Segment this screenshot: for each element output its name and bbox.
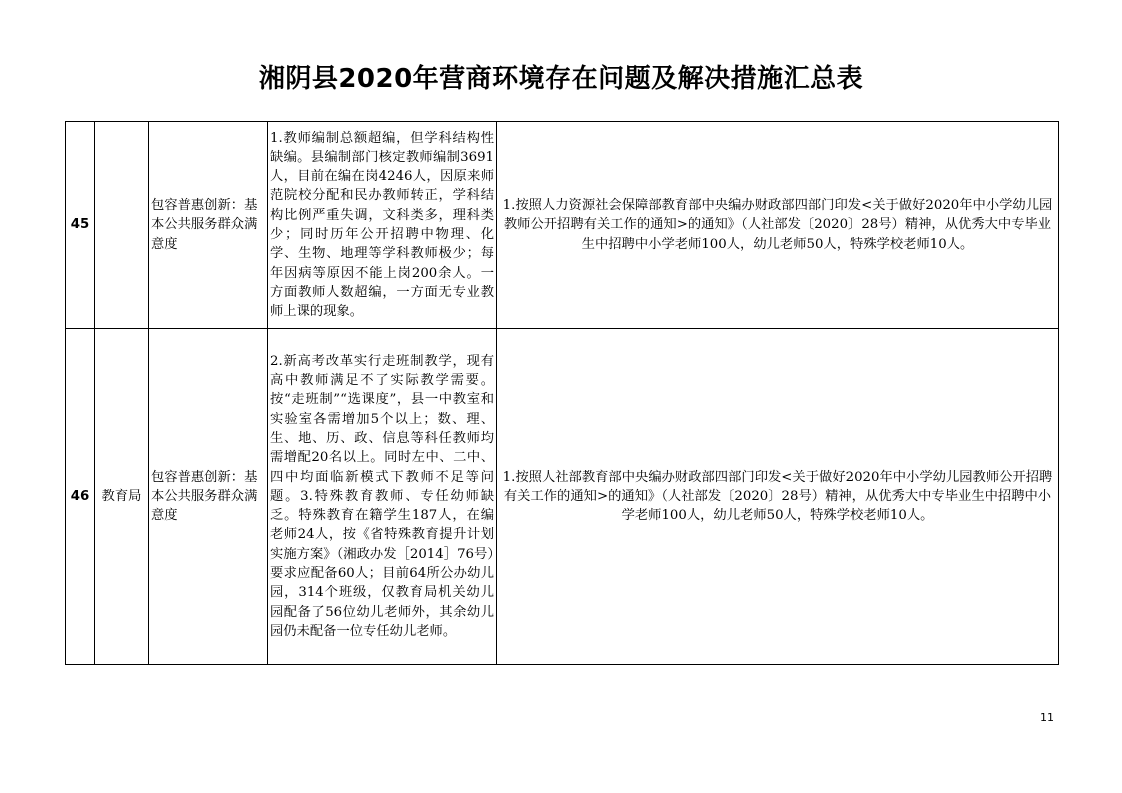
- category-cell: 包容普惠创新：基本公共服务群众满意度: [149, 122, 268, 329]
- problem-cell: 1.教师编制总额超编，但学科结构性缺编。县编制部门核定教师编制3691人，目前在编在岗4246人，因原来师范院校分配和民办教师转正，学科结构比例严重失调，文科类多，理科类少；同时历年公开招聘中物理、化学、生物、地理等学科教师极少；每年因病等原因不能上岗200余人。一方面教师人数超编，一方面无专业教师上课的现象。: [268, 122, 497, 329]
- solution-cell: 1.按照人社部教育部中央编办财政部四部门印发<关于做好2020年中小学幼儿园教师公开招聘有关工作的通知>的通知》（人社部发〔2020〕28号）精神，从优秀大中专毕业生中招聘中小学老师100人，幼儿老师50人，特殊学校老师10人。: [497, 329, 1059, 665]
- department-cell: [95, 122, 149, 329]
- table-row: [66, 329, 1059, 665]
- solution-cell: 1.按照人力资源社会保障部教育部中央编办财政部四部门印发<关于做好2020年中小学幼儿园教师公开招聘有关工作的通知>的通知》（人社部发〔2020〕28号）精神，从优秀大中专毕业生中招聘中小学老师100人，幼儿老师50人，特殊学校老师10人。: [497, 122, 1059, 329]
- department-cell: 教育局: [95, 329, 149, 665]
- page-number: 11: [1040, 711, 1054, 724]
- category-cell: 包容普惠创新：基本公共服务群众满意度: [149, 329, 268, 665]
- page-title: 湘阴县2020年营商环境存在问题及解决措施汇总表: [258, 64, 864, 94]
- row-number: 45: [66, 122, 95, 329]
- table-row: [66, 122, 1059, 329]
- problem-cell: 2.新高考改革实行走班制教学，现有高中教师满足不了实际教学需要。按“走班制”“选课度”，县一中教室和实验室各需增加5个以上；数、理、生、地、历、政、信息等科任教师均需增配20名以上。同时左中、二中、四中均面临新模式下教师不足等问题。3.特殊教育教师、专任幼师缺乏。特殊教育在籍学生187人，在编老师24人，按《省特殊教育提升计划实施方案》（湘政办发［2014］76号）要求应配备60人；目前64所公办幼儿园，314个班级，仅教育局机关幼儿园配备了56位幼儿老师外，其余幼儿园仍未配备一位专任幼儿老师。: [268, 329, 497, 665]
- summary-table: [65, 121, 1059, 665]
- row-number: 46: [66, 329, 95, 665]
